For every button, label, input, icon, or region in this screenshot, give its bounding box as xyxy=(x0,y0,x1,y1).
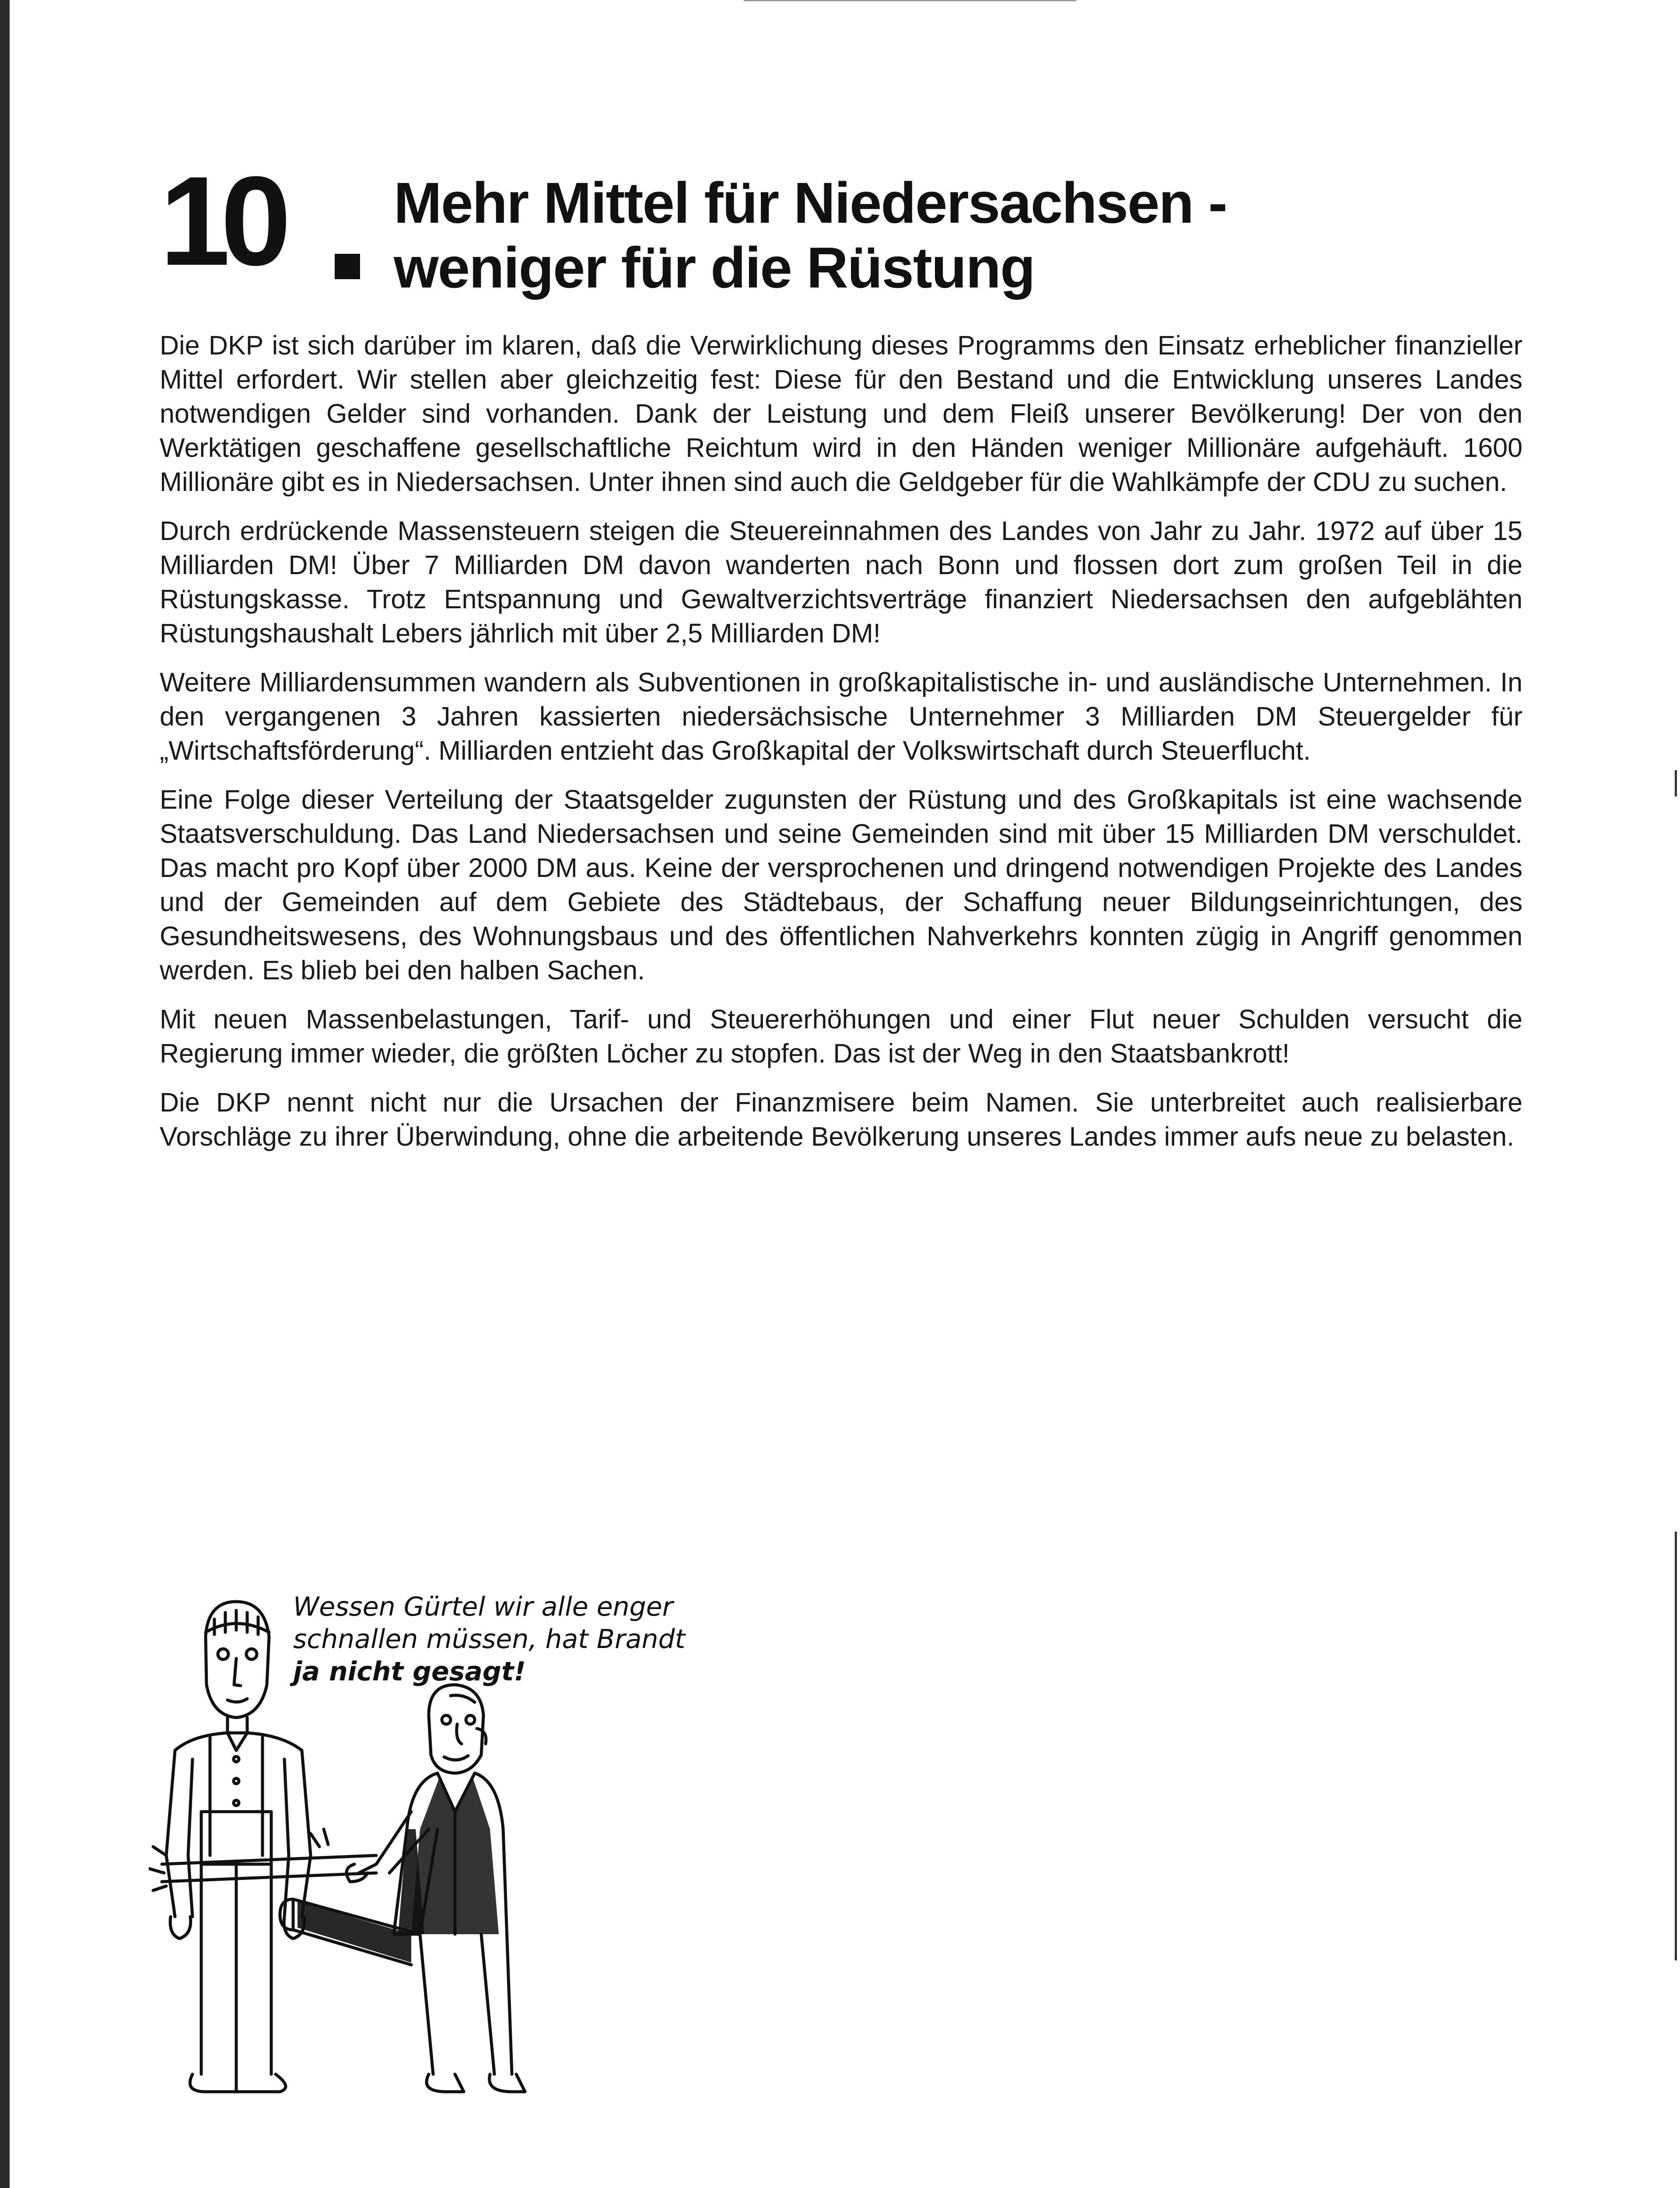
body-text xyxy=(160,328,1522,1168)
paragraph: Weitere Milliardensummen wandern als Subventionen in großkapitalistische in- und ausländische Unternehmen. In den vergangenen 3 Jahren kassierten niedersächsische Unternehmer 3 Milliarden DM Steuergelder für „Wirtschaftsförderung“. Milliarden entzieht das Großkapital der Volkswirtschaft durch Steuerflucht. xyxy=(160,667,1522,765)
paragraph: Die DKP ist sich darüber im klaren, daß die Verwirklichung dieses Programms den Einsatz erheblicher finanzieller Mittel erfordert. Wir stellen aber gleichzeitig fest: Diese für den Bestand und die Entwicklung unseres Landes notwendigen Gelder sind vorhanden. Dank der Leistung und dem Fleiß unserer Bevölkerung! Der von den Werktätigen geschaffene gesellschaftliche Reichtum wird in den Händen weniger Millionäre aufgehäuft. 1600 Millionäre gibt es in Niedersachsen. Unter ihnen sind auch die Geldgeber für die Wahlkämpfe der CDU zu suchen. xyxy=(160,330,1522,497)
speech-line: ja nicht gesagt! xyxy=(293,1656,526,1687)
chapter-title xyxy=(394,171,1227,300)
speech-line: Wessen Gürtel wir alle enger xyxy=(293,1592,673,1622)
chapter-title-line: weniger für die Rüstung xyxy=(394,235,1035,300)
chapter-number-dot xyxy=(335,254,360,279)
paragraph: Eine Folge dieser Verteilung der Staatsgelder zugunsten der Rüstung und des Großkapitals ist eine wachsende Staatsverschuldung. Das Land Niedersachsen und seine Gemeinden sind mit über 15 Milliarden DM verschuldet. Das macht pro Kopf über 2000 DM aus. Keine der versprochenen und dringend notwendigen Projekte des Landes und der Gemeinden auf dem Gebiete des Städtebaus, der Schaffung neuer Bildungseinrichtungen, des Gesundheitswesens, des Wohnungsbaus und des öffentlichen Nahverkehrs konnten zügig in Angriff genommen werden. Es blieb bei den halben Sachen. xyxy=(160,785,1522,985)
paragraph: Die DKP nennt nicht nur die Ursachen der Finanzmisere beim Namen. Sie unterbreitet auch realisierbare Vorschläge zu ihrer Überwindung, ohne die arbeitende Bevölkerung unseres Landes immer aufs neue zu belasten. xyxy=(160,1087,1522,1151)
scan-top-line xyxy=(744,0,1076,1)
cartoon-illustration-icon xyxy=(149,1584,761,2109)
paragraph: Durch erdrückende Massensteuern steigen die Steuereinnahmen des Landes von Jahr zu Jahr. 1972 auf über 15 Milliarden DM! Über 7 Milliarden DM davon wanderten nach Bonn und flossen dort zum großen Teil in die Rüstungskasse. Trotz Entspannung und Gewaltverzichtsverträge finanziert Niedersachsen den aufgeblähten Rüstungshaushalt Lebers jährlich mit über 2,5 Milliarden DM! xyxy=(160,516,1522,648)
scan-left-edge xyxy=(0,0,10,2188)
chapter-heading xyxy=(160,150,1516,300)
paragraph: Mit neuen Massenbelastungen, Tarif- und Steuererhöhungen und einer Flut neuer Schulden versucht die Regierung immer wieder, die größten Löcher zu stopfen. Das ist der Weg in den Staatsbankrott! xyxy=(160,1004,1522,1068)
scan-right-mark xyxy=(1675,1532,1677,1960)
speech-line: schnallen müssen, hat Brandt xyxy=(293,1624,686,1655)
chapter-title-line: Mehr Mittel für Niedersachsen - xyxy=(394,171,1227,235)
scan-right-mark xyxy=(1675,770,1677,796)
chapter-number: 10 xyxy=(160,150,282,292)
